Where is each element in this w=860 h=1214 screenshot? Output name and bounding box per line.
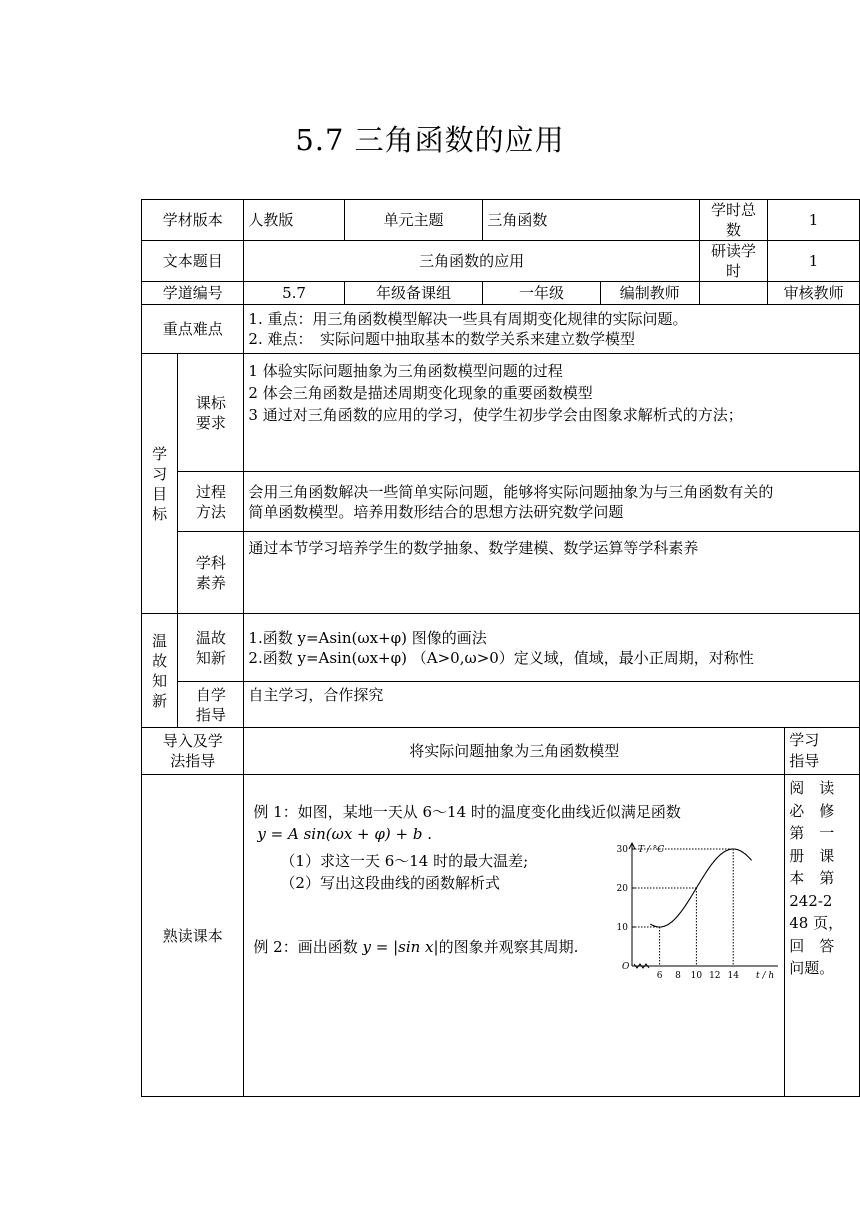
review-sub-label: 温故 知新	[178, 614, 244, 682]
code-value: 5.7	[244, 282, 344, 305]
unit-value: 三角函数	[483, 200, 700, 241]
reading-label: 熟读课本	[142, 775, 244, 1097]
curriculum-label: 课标 要求	[178, 354, 244, 472]
example2: 例 2：画出函数 y = |sin x|的图象并观察其周期.	[253, 938, 579, 956]
example1-formula: y = A sin(ωx + φ) + b .	[257, 825, 432, 843]
row-version	[142, 200, 860, 241]
row-reading	[142, 775, 860, 1097]
row-review	[142, 614, 860, 682]
row-curriculum	[142, 354, 860, 472]
hours-label: 学时总数	[699, 200, 767, 241]
study-hours-value: 1	[768, 241, 860, 282]
x-tick-label: 12	[709, 971, 721, 980]
row-process	[142, 472, 860, 532]
study-hours-label: 研读学时	[699, 241, 767, 282]
version-value: 人教版	[244, 200, 344, 241]
editor-label: 编制教师	[600, 282, 699, 305]
process-label: 过程 方法	[178, 472, 244, 532]
reviewer-label: 审核教师	[768, 282, 860, 305]
row-literacy	[142, 532, 860, 614]
row-code	[142, 282, 860, 305]
review-label: 温 故 知 新	[142, 614, 178, 728]
example1-question2: （2）写出这段曲线的函数解析式	[280, 874, 500, 892]
guide-content: 将实际问题抽象为三角函数模型	[244, 728, 785, 775]
literacy-label: 学科 素养	[178, 532, 244, 614]
hours-value: 1	[768, 200, 860, 241]
x-axis-label: t / h	[756, 971, 775, 980]
row-topic	[142, 241, 860, 282]
y-tick-label: 10	[616, 923, 629, 933]
x-tick-label: 10	[691, 971, 703, 980]
process-content: 会用三角函数解决一些简单实际问题，能够将实际问题抽象为与三角函数有关的 简单函数模型。培养用数形结合的思想方法研究数学问题	[244, 472, 860, 532]
y-tick-label: 20	[616, 884, 629, 894]
x-tick-label: 6	[657, 971, 663, 980]
key-point-2: 2. 难点： 实际问题中抽取基本的数学关系来建立数学模型	[248, 330, 635, 348]
row-key-points	[142, 305, 860, 354]
key-points-label: 重点难点	[142, 305, 244, 354]
guide-label: 导入及学 法指导	[142, 728, 244, 775]
x-tick-label: 14	[727, 971, 740, 980]
reading-right-guide: 阅 读 必 修 第 一 册 课 本 第 242-2 48 页， 回 答 问题。	[785, 775, 860, 1097]
key-points-content	[244, 305, 860, 354]
curriculum-content: 1 体验实际问题抽象为三角函数模型问题的过程 2 体会三角函数是描述周期变化现象的重要函数模型 3 通过对三角函数的应用的学习，使学生初步学会由图象求解析式的方法；	[244, 354, 860, 472]
reading-content	[244, 775, 785, 1097]
literacy-content: 通过本节学习培养学生的数学抽象、数学建模、数学运算等学科素养	[244, 532, 860, 614]
topic-label: 文本题目	[142, 241, 244, 282]
origin-label: O	[622, 962, 630, 972]
topic-value: 三角函数的应用	[244, 241, 699, 282]
row-self-study	[142, 682, 860, 728]
code-label: 学道编号	[142, 282, 244, 305]
self-study-label: 自学 指导	[178, 682, 244, 728]
unit-label: 单元主题	[344, 200, 483, 241]
editor-value	[699, 282, 767, 305]
example1-text: 例 1：如图，某地一天从 6～14 时的温度变化曲线近似满足函数	[253, 803, 681, 821]
page-title: 5.7 三角函数的应用	[295, 123, 565, 157]
temperature-chart	[606, 840, 781, 980]
y-axis-label: T / °C	[638, 845, 665, 855]
example1-question1: （1）求这一天 6～14 时的最大温差;	[280, 852, 529, 870]
lesson-table	[141, 199, 860, 1097]
group-label: 年级备课组	[344, 282, 483, 305]
y-tick-label: 30	[616, 845, 629, 855]
key-point-1: 1. 重点：用三角函数模型解决一些具有周期变化规律的实际问题。	[248, 310, 688, 328]
grade-value: 一年级	[483, 282, 600, 305]
guide-right-label: 学习 指导	[785, 728, 860, 775]
x-tick-label: 8	[675, 971, 682, 980]
example2-formula: y = |sin x|	[362, 938, 439, 956]
review-content: 1.函数 y=Asin(ωx+φ) 图像的画法 2.函数 y=Asin(ωx+φ) （A>0,ω>0）定义域，值域，最小正周期，对称性	[244, 614, 860, 682]
row-guide	[142, 728, 860, 775]
version-label: 学材版本	[142, 200, 244, 241]
self-study-content: 自主学习，合作探究	[244, 682, 860, 728]
goals-label: 学 习 目 标	[142, 354, 178, 614]
